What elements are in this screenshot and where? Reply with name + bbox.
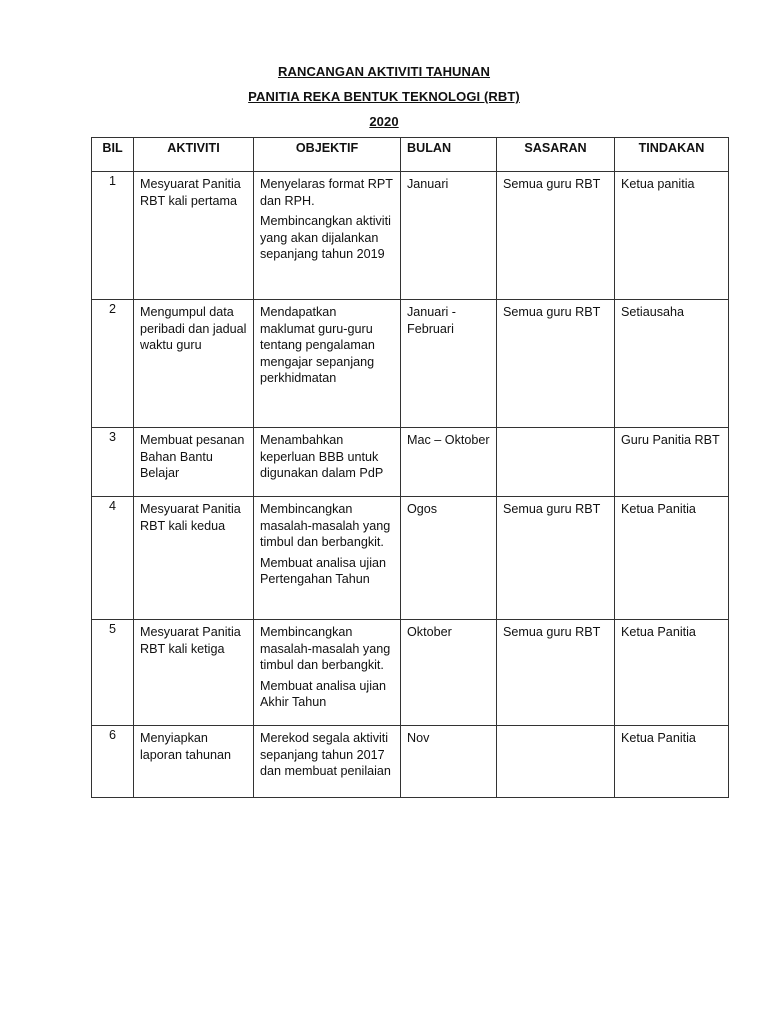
cell-bil: 1 bbox=[92, 172, 134, 300]
cell-aktiviti: Menyiapkan laporan tahunan bbox=[134, 726, 254, 798]
cell-bulan: Nov bbox=[401, 726, 497, 798]
cell-objektif: Menambahkan keperluan BBB untuk digunakan dalam PdP bbox=[254, 428, 401, 497]
document-title: RANCANGAN AKTIVITI TAHUNAN bbox=[277, 64, 491, 79]
cell-bil: 6 bbox=[92, 726, 134, 798]
cell-sasaran bbox=[497, 726, 615, 798]
activity-plan-table bbox=[91, 137, 729, 798]
cell-bulan: Januari bbox=[401, 172, 497, 300]
table-row bbox=[92, 428, 729, 497]
cell-aktiviti: Mengumpul data peribadi dan jadual waktu guru bbox=[134, 300, 254, 428]
table-row bbox=[92, 620, 729, 726]
cell-aktiviti: Mesyuarat Panitia RBT kali pertama bbox=[134, 172, 254, 300]
cell-aktiviti: Membuat pesanan Bahan Bantu Belajar bbox=[134, 428, 254, 497]
cell-bulan: Ogos bbox=[401, 497, 497, 620]
cell-tindakan: Ketua Panitia bbox=[615, 497, 729, 620]
header-aktiviti: AKTIVITI bbox=[134, 138, 254, 172]
cell-bil: 5 bbox=[92, 620, 134, 726]
cell-tindakan: Setiausaha bbox=[615, 300, 729, 428]
cell-sasaran: Semua guru RBT bbox=[497, 300, 615, 428]
document-subtitle: PANITIA REKA BENTUK TEKNOLOGI (RBT) bbox=[248, 89, 520, 104]
cell-bulan: Mac – Oktober bbox=[401, 428, 497, 497]
cell-objektif: Merekod segala aktiviti sepanjang tahun 2017 dan membuat penilaian bbox=[254, 726, 401, 798]
cell-bil: 2 bbox=[92, 300, 134, 428]
table-header-row bbox=[92, 138, 729, 172]
cell-sasaran: Semua guru RBT bbox=[497, 497, 615, 620]
cell-sasaran bbox=[497, 428, 615, 497]
cell-objektif: Mendapatkan maklumat guru-guru tentang pengalaman mengajar sepanjang perkhidmatan bbox=[254, 300, 401, 428]
header-bulan: BULAN bbox=[401, 138, 497, 172]
cell-objektif: Membincangkan masalah-masalah yang timbul dan berbangkit. Membuat analisa ujian Pertengahan Tahun bbox=[254, 497, 401, 620]
table-row bbox=[92, 726, 729, 798]
document-year: 2020 bbox=[369, 114, 399, 129]
table-row bbox=[92, 300, 729, 428]
header-tindakan: TINDAKAN bbox=[615, 138, 729, 172]
cell-tindakan: Ketua Panitia bbox=[615, 726, 729, 798]
cell-bil: 4 bbox=[92, 497, 134, 620]
cell-tindakan: Guru Panitia RBT bbox=[615, 428, 729, 497]
cell-bulan: Januari - Februari bbox=[401, 300, 497, 428]
cell-tindakan: Ketua panitia bbox=[615, 172, 729, 300]
cell-aktiviti: Mesyuarat Panitia RBT kali kedua bbox=[134, 497, 254, 620]
header-bil: BIL bbox=[92, 138, 134, 172]
cell-bil: 3 bbox=[92, 428, 134, 497]
cell-objektif: Menyelaras format RPT dan RPH. Membincangkan aktiviti yang akan dijalankan sepanjang tahun 2019 bbox=[254, 172, 401, 300]
cell-bulan: Oktober bbox=[401, 620, 497, 726]
table-row bbox=[92, 497, 729, 620]
cell-tindakan: Ketua Panitia bbox=[615, 620, 729, 726]
cell-sasaran: Semua guru RBT bbox=[497, 172, 615, 300]
cell-objektif: Membincangkan masalah-masalah yang timbul dan berbangkit. Membuat analisa ujian Akhir Tahun bbox=[254, 620, 401, 726]
cell-aktiviti: Mesyuarat Panitia RBT kali ketiga bbox=[134, 620, 254, 726]
header-objektif: OBJEKTIF bbox=[254, 138, 401, 172]
header-sasaran: SASARAN bbox=[497, 138, 615, 172]
table-row bbox=[92, 172, 729, 300]
cell-sasaran: Semua guru RBT bbox=[497, 620, 615, 726]
